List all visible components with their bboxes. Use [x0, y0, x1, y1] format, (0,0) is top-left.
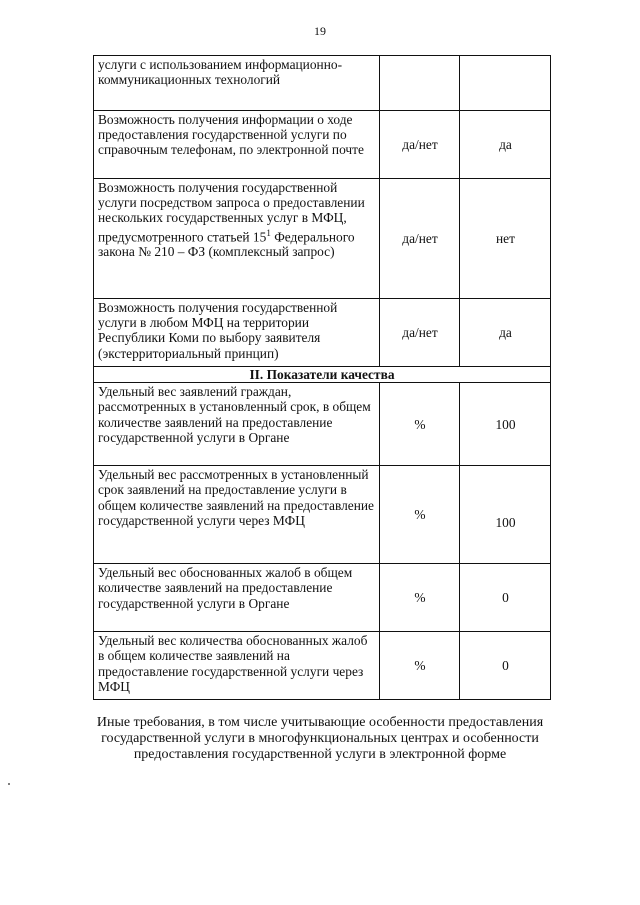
- indicators-table: [93, 55, 551, 700]
- indicator-value: нет: [460, 179, 551, 299]
- section-header-row: [94, 367, 551, 383]
- indicator-description: Возможность получения информации о ходе предоставления государственной услуги по справочным телефонам, по электронной почте: [94, 111, 380, 179]
- table-row: [94, 299, 551, 367]
- indicator-value: 0: [460, 632, 551, 700]
- table-row: [94, 111, 551, 179]
- indicator-unit: да/нет: [380, 111, 460, 179]
- table-row: [94, 56, 551, 111]
- indicator-description: Удельный вес количества обоснованных жалоб в общем количестве заявлений на предоставление государственной услуги через МФЦ: [94, 632, 380, 700]
- indicator-value: 100: [460, 466, 551, 564]
- indicator-unit: [380, 56, 460, 111]
- indicator-value: [460, 56, 551, 111]
- footnote-superscript: 1: [266, 227, 271, 238]
- table-row: [94, 466, 551, 564]
- indicator-value: 0: [460, 564, 551, 632]
- indicator-value: 100: [460, 383, 551, 466]
- indicator-description: Удельный вес обоснованных жалоб в общем количестве заявлений на предоставление государственной услуги в Органе: [94, 564, 380, 632]
- indicator-description: Возможность получения государственной услуги в любом МФЦ на территории Республики Коми по выбору заявителя (экстерриториальный принцип): [94, 299, 380, 367]
- indicator-value: да: [460, 111, 551, 179]
- indicator-unit: %: [380, 466, 460, 564]
- indicator-text: Федерального закона № 210 – ФЗ (комплексный запрос): [98, 229, 355, 260]
- section-title: II. Показатели качества: [94, 367, 551, 383]
- indicator-unit: %: [380, 632, 460, 700]
- indicator-unit: да/нет: [380, 299, 460, 367]
- page-number: 19: [314, 24, 326, 38]
- indicator-description: Удельный вес заявлений граждан, рассмотренных в установленный срок, в общем количестве заявлений на предоставление государственной услуги в Органе: [94, 383, 380, 466]
- table-row: [94, 383, 551, 466]
- indicator-description: Удельный вес рассмотренных в установленный срок заявлений на предоставление услуги в общем количестве заявлений на предоставление государственной услуги через МФЦ: [94, 466, 380, 564]
- scan-speck: [8, 783, 10, 785]
- table-row: [94, 564, 551, 632]
- indicator-description: [94, 179, 380, 299]
- indicator-unit: %: [380, 383, 460, 466]
- indicator-description: услуги с использованием информационно-коммуникационных технологий: [94, 56, 380, 111]
- table-row: [94, 179, 551, 299]
- indicator-unit: да/нет: [380, 179, 460, 299]
- other-requirements-heading: Иные требования, в том числе учитывающие особенности предоставления государственной услуги в многофункциональных центрах и особенности предоставления государственной услуги в электронной форме: [96, 715, 544, 762]
- indicator-value: да: [460, 299, 551, 367]
- table-row: [94, 632, 551, 700]
- indicator-unit: %: [380, 564, 460, 632]
- indicator-text: Возможность получения государственной услуги посредством запроса о предоставлении нескольких государственных услуг в МФЦ, предусмотренного статьей 15: [98, 180, 365, 245]
